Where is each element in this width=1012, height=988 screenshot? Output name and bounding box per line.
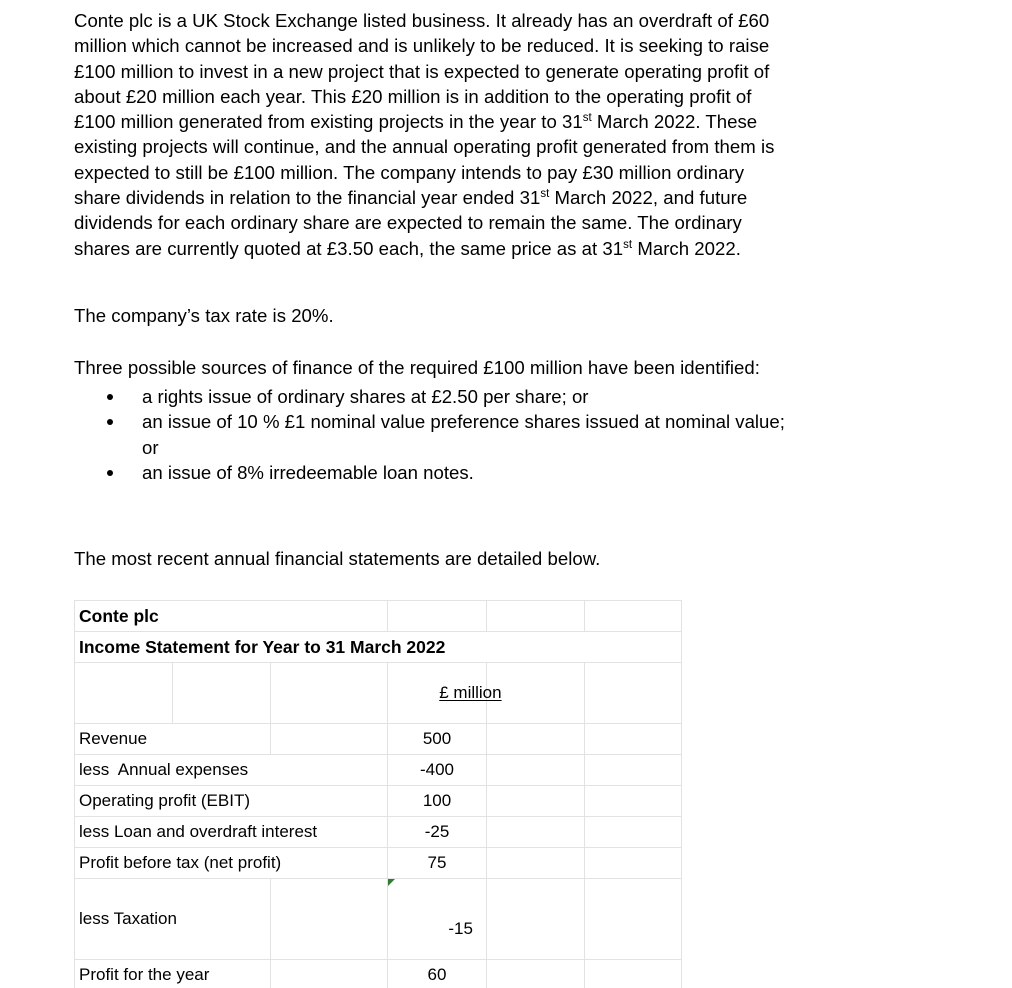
cell-empty (487, 755, 585, 786)
cell-empty (585, 817, 682, 848)
cell-row-label: less Taxation (75, 879, 271, 960)
intro-line-1: Conte plc is a UK Stock Exchange listed business. It already has an overdraft of £60 (74, 10, 770, 31)
cell-row-value: -400 (388, 755, 487, 786)
cell-empty (271, 724, 388, 755)
bullet-icon (107, 419, 113, 425)
cell-empty (487, 786, 585, 817)
cell-row-value: 75 (388, 848, 487, 879)
cell-empty (487, 960, 585, 988)
list-item (74, 460, 974, 485)
cell-empty (585, 724, 682, 755)
cell-row-value: 100 (388, 786, 487, 817)
list-item (74, 409, 974, 434)
intro-line-6: existing projects will continue, and the annual operating profit generated from them is (74, 136, 775, 158)
table-row (75, 724, 682, 755)
cell-empty (271, 879, 388, 960)
paragraph-sources-intro (74, 355, 974, 380)
list-item-label: an issue of 8% irredeemable loan notes. (142, 461, 474, 483)
cell-empty (585, 848, 682, 879)
cell-empty (585, 786, 682, 817)
cell-empty (487, 663, 585, 724)
cell-empty (271, 960, 388, 988)
cell-empty (585, 960, 682, 988)
tax-rate-text: The company’s tax rate is 20%. (74, 305, 334, 326)
cell-empty (173, 663, 271, 724)
table-row (75, 786, 682, 817)
cell-statement-title: Income Statement for Year to 31 March 2022 (75, 632, 682, 663)
cell-row-label: Operating profit (EBIT) (75, 786, 388, 817)
intro-line-2: million which cannot be increased and is unlikely to be reduced. It is seeking to raise (74, 35, 770, 57)
cell-row-label: less Loan and overdraft interest (75, 817, 388, 848)
row-value-text: -15 (448, 919, 473, 938)
cell-empty (585, 879, 682, 960)
list-item-label: an issue of 10 % £1 nominal value preference shares issued at nominal value; (142, 411, 785, 433)
intro-line-8: share dividends in relation to the financial year ended 31st March 2022, and future (74, 187, 748, 209)
statements-intro-text: The most recent annual financial statements are detailed below. (74, 548, 601, 569)
list-item (74, 384, 974, 409)
cell-empty (75, 663, 173, 724)
cell-row-value: 60 (388, 960, 487, 988)
intro-line-4: about £20 million each year. This £20 million is in addition to the operating profit of (74, 85, 752, 107)
cell-row-label: Revenue (75, 724, 271, 755)
cell-empty (487, 848, 585, 879)
table-row (75, 817, 682, 848)
table-row-title (75, 632, 682, 663)
finance-sources-list (74, 384, 974, 485)
ordinal-suffix: st (582, 112, 592, 124)
cell-unit-header (388, 663, 502, 724)
cell-empty (585, 601, 682, 632)
intro-line-9: dividends for each ordinary share are expected to remain the same. The ordinary (74, 212, 742, 234)
bullet-icon (107, 394, 113, 400)
intro-line-3: £100 million to invest in a new project that is expected to generate operating profit of (74, 60, 770, 82)
cell-company-name: Conte plc (75, 601, 388, 632)
income-statement-table (74, 600, 682, 988)
cell-empty (585, 663, 682, 724)
intro-line-5: £100 million generated from existing projects in the year to 31st March 2022. These (74, 111, 758, 133)
ordinal-suffix: st (623, 238, 633, 251)
table-row-unit-header (75, 663, 682, 724)
table-row (75, 755, 682, 786)
table-row-company (75, 601, 682, 632)
cell-row-value: -25 (388, 817, 487, 848)
cell-row-label: less Annual expenses (75, 755, 388, 786)
list-item-continuation: or (142, 436, 159, 458)
ordinal-suffix: st (540, 187, 550, 200)
bullet-icon (107, 470, 113, 476)
table-row-total (75, 960, 682, 988)
list-item-label: a rights issue of ordinary shares at £2.50 per share; or (142, 386, 589, 407)
cell-row-value (388, 879, 487, 960)
cell-row-label: Profit before tax (net profit) (75, 848, 388, 879)
cell-empty (271, 663, 388, 724)
sources-intro-text: Three possible sources of finance of the required £100 million have been identified: (74, 357, 760, 378)
table-row (75, 848, 682, 879)
cell-empty (388, 601, 487, 632)
cell-empty (487, 601, 585, 632)
paragraph-intro (74, 8, 974, 261)
cell-row-value: 500 (388, 724, 487, 755)
cell-empty (487, 724, 585, 755)
intro-line-7: expected to still be £100 million. The company intends to pay £30 million ordinary (74, 161, 745, 183)
cell-empty (487, 817, 585, 848)
table-row (75, 879, 682, 960)
intro-line-10: shares are currently quoted at £3.50 each, the same price as at 31st March 2022. (74, 237, 741, 259)
paragraph-tax-rate (74, 303, 974, 328)
unit-header-label: £ million (439, 683, 502, 702)
error-marker-icon (388, 879, 395, 886)
paragraph-statements-intro (74, 546, 974, 571)
cell-row-label: Profit for the year (75, 960, 271, 988)
cell-empty (585, 755, 682, 786)
cell-empty (487, 879, 585, 960)
